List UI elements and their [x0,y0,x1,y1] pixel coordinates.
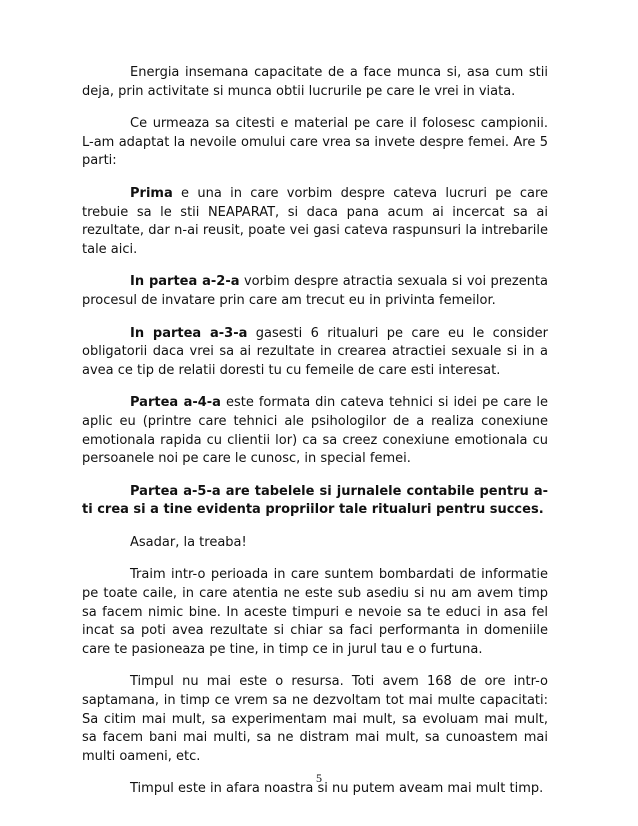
paragraph-text: Asadar, la treaba! [130,534,247,550]
paragraph-part-2 [82,273,548,310]
paragraph-text: Ce urmeaza sa citesti e material pe care il folosesc campionii. L-am adaptat la nevoile omului care vrea sa invete despre femei. Are 5 parti: [82,116,548,169]
page-number: 5 [316,771,322,785]
part-heading: In partea a-2-a [130,274,240,290]
paragraph-text: este formata din cateva tehnici si idei pe care le aplic eu (printre care tehnici ale psihologilor de a realiza conexiune emotionala rapida cu clientii lor) ca sa creez conexiune emotionala cu persoanele noi pe care le cunosc, in special femei. [82,395,548,467]
paragraph-lets-go [82,534,548,553]
paragraph-part-4 [82,394,548,468]
paragraph-text: Timpul este in afara noastra si nu putem aveam mai mult timp. [130,781,544,797]
paragraph-text: Energia insemana capacitate de a face munca si, asa cum stii deja, prin activitate si munca obtii lucrurile pe care le vrei in viata. [82,65,548,99]
paragraph-part-5 [82,483,548,520]
part-heading: Prima [130,185,173,201]
paragraph-part-1 [82,185,548,259]
part-heading: In partea a-3-a [130,325,248,341]
paragraph-text: gasesti 6 ritualuri pe care eu le consider obligatorii daca vrei sa ai rezultate in crearea atractiei sexuale si in a avea ce tip de relatii doresti tu cu femeile de care esti interesat. [82,325,548,378]
part-heading: Partea a-5-a are tabelele si jurnalele contabile pentru a-ti crea si a tine evidenta propriilor tale ritualuri pentru succes. [82,483,548,518]
paragraph-text: Timpul nu mai este o resursa. Toti avem 168 de ore intr-o saptamana, in timp ce vrem sa ne dezvoltam tot mai multe capacitati: Sa citim mai mult, sa experimentam mai mult, sa evoluam mai mult, sa facem bani mai multi, sa ne distram mai mult, sa cunoastem mai multi oameni, etc. [82,674,548,764]
paragraph-energy [82,64,548,101]
paragraph-text: e una in care vorbim despre cateva lucruri pe care trebuie sa le stii NEAPARAT, si daca pana acum ai incercat sa ai rezultate, dar n-ai reusit, poate vei gasi cateva raspunsuri la intrebarile tale aici. [82,185,548,257]
paragraph-text: Traim intr-o perioada in care suntem bombardati de informatie pe toate caile, in care atentia ne este sub asediu si nu am avem timp sa facem nimic bine. In aceste timpuri e nevoie sa te educi in asa fel incat sa poti avea rezultate si chiar sa faci performanta in domeniile care te pasioneaza pe tine, in timp ce in jurul tau e o furtuna. [82,567,548,657]
paragraph-intro [82,115,548,171]
document-body [82,64,548,799]
paragraph-text: vorbim despre atractia sexuala si voi prezenta procesul de invatare prin care am trecut eu in privinta femeilor. [82,274,548,308]
paragraph-part-3 [82,325,548,381]
paragraph-information-age [82,566,548,659]
part-heading: Partea a-4-a [130,395,221,411]
paragraph-time-resource [82,673,548,766]
